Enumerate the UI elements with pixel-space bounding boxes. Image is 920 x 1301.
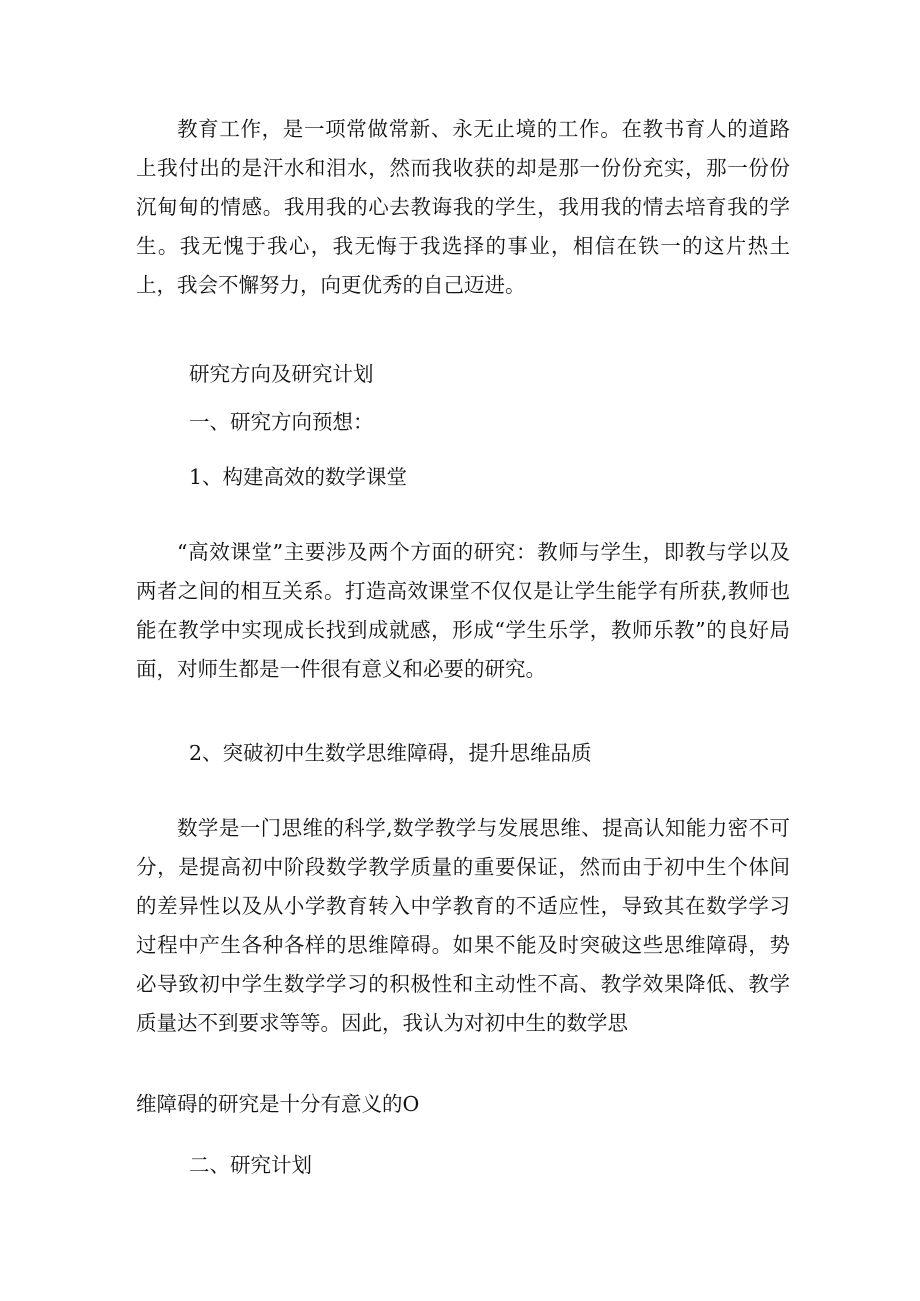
subheading-2: 2、突破初中生数学思维障碍，提升思维品质	[189, 741, 592, 765]
paragraph-continuation: 维障碍的研究是十分有意义的O	[136, 1092, 420, 1116]
section-heading-2: 二、研究计划	[189, 1153, 312, 1177]
intro-paragraph: 教育工作，是一项常做常新、永无止境的工作。在教书育人的道路上我付出的是汗水和泪水，然而我收获的却是那一份份充实，那一份份沉甸甸的情感。我用我的心去教诲我的学生，我用我的情去培育我的学生。我无愧于我心，我无悔于我选择的事业，相信在铁一的这片热土上，我会不懈努力，向更优秀的自己迈进。	[136, 117, 790, 297]
subheading-1: 1、构建高效的数学课堂	[189, 465, 408, 489]
thinking-barrier-paragraph: 数学是一门思维的科学,数学教学与发展思维、提高认知能力密不可分，是提高初中阶段数学教学质量的重要保证，然而由于初中生个体间的差异性以及从小学教育转入中学教育的不适应性，导致其在数学学习过程中产生各种各样的思维障碍。如果不能及时突破这些思维障碍，势必导致初中学生数学学习的积极性和主动性不高、教学效果降低、教学质量达不到要求等等。因此，我认为对初中生的数学思	[136, 816, 790, 1035]
efficient-class-paragraph: “高效课堂”主要涉及两个方面的研究：教师与学生，即教与学以及两者之间的相互关系。打造高效课堂不仅仅是让学生能学有所获,教师也能在教学中实现成长找到成就感，形成“学生乐学，教师乐教”的良好局面，对师生都是一件很有意义和必要的研究。	[136, 540, 790, 681]
section-heading-1: 一、研究方向预想：	[189, 410, 374, 434]
section-title: 研究方向及研究计划	[189, 362, 374, 386]
